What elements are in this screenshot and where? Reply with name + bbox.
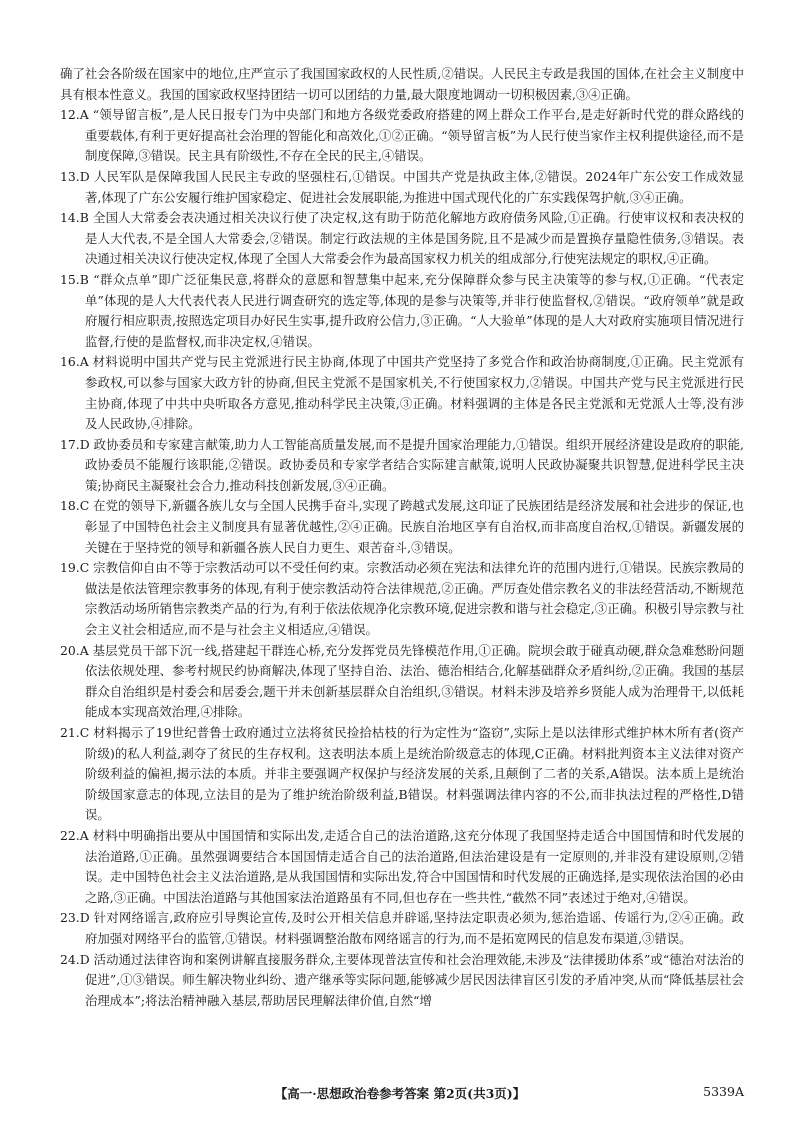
continued-paragraph: 确了社会各阶级在国家中的地位,庄严宣示了我国国家政权的人民性质,②错误。人民民主专政是我国的国体,在社会主义制度中具有根本性意义。我国的国家政权坚持团结一切可以团结的力量,最大限度地调动一切积极因素,③④正确。 (60, 66, 744, 102)
answer-item-18: 18.C 在党的领导下,新疆各族儿女与全国人民携手奋斗,实现了跨越式发展,这印证了民族团结是经济发展和社会进步的保证,也彰显了中国特色社会主义制度具有显著优越性,②④正确。民族自治地区享有自治权,而非高度自治权,①错误。新疆发展的关键在于坚持党的领导和新疆各族人民自力更生、艰苦奋斗,③错误。 (60, 498, 744, 555)
answer-item-13: 13.D 人民军队是保障我国人民民主专政的坚强柱石,①错误。中国共产党是执政主体,②错误。2024年广东公安工作成效显著,体现了广东公安履行维护国家稳定、促进社会发展职能,为推进中国式现代化的广东实践保驾护航,③④正确。 (60, 168, 744, 205)
answer-item-16: 16.A 材料说明中国共产党与民主党派进行民主协商,体现了中国共产党坚持了多党合作和政治协商制度,①正确。民主党派有参政权,可以参与国家大政方针的协商,但民主党派不是国家机关,不行使国家权力,②错误。中国共产党与民主党派进行民主协商,体现了中共中央听取各方意见,推动科学民主决策,③正确。材料强调的主体是各民主党派和无党派人士等,没有涉及人民政协,④排除。 (60, 354, 744, 432)
footer-title: 【高一·思想政治卷参考答案 第2页(共3页)】 (274, 1086, 526, 1101)
answer-item-17: 17.D 政协委员和专家建言献策,助力人工智能高质量发展,而不是提升国家治理能力,①错误。组织开展经济建设是政府的职能,政协委员不能履行该职能,②错误。政协委员和专家学者结合实际建言献策,说明人民政协凝聚共识智慧,促进科学民主决策;协商民主凝聚社会合力,推动科技创新发展,③④正确。 (60, 436, 744, 493)
answer-item-21: 21.C 材料揭示了19世纪普鲁士政府通过立法将贫民捡拾枯枝的行为定性为“盗窃”,实际上是以法律形式维护林木所有者(资产阶级)的私人利益,剥夺了贫民的生存权利。这表明法本质上是统治阶级意志的体现,C正确。材料批判资本主义法律对资产阶级利益的偏袒,揭示法的本质。并非主要强调产权保护与经济发展的关系,且颠倒了二者的关系,A错误。法本质上是统治阶级国家意志的体现,立法目的是为了维护统治阶级利益,B错误。材料强调法律内容的不公,而非执法过程的严格性,D错误。 (60, 725, 744, 823)
answer-item-14: 14.B 全国人大常委会表决通过相关决议行使了决定权,这有助于防范化解地方政府债务风险,①正确。行使审议权和表决权的是人大代表,不是全国人大常委会,②错误。制定行政法规的主体是国务院,且不是减少而是置换存量隐性债务,③错误。表决通过相关决议行使决定权,体现了全国人大常委会作为最高国家权力机关的组成部分,行使宪法规定的职权,④正确。 (60, 210, 744, 267)
answer-item-22: 22.A 材料中明确指出要从中国国情和实际出发,走适合自己的法治道路,这充分体现了我国坚持走适合中国国情和时代发展的法治道路,①正确。虽然强调要结合本国国情走适合自己的法治道路,但法治建设是有一定原则的,并非没有建设原则,②错误。走中国特色社会主义法治道路,是从我国国情和实际出发,符合中国国情和时代发展的正确选择,是实现依法治国的必由之路,③正确。中国法治道路与其他国家法治道路虽有不同,但也存在一些共性,“截然不同”表述过于绝对,④错误。 (60, 827, 744, 905)
answer-item-20: 20.A 基层党员干部下沉一线,搭建起干群连心桥,充分发挥党员先锋模范作用,①正确。院坝会敢于碰真动硬,群众急难愁盼问题依法依规处理、参考村规民约协商解决,体现了坚持自治、法治、德治相结合,化解基础群众矛盾纠纷,②正确。我国的基层群众自治组织是村委会和居委会,题干并未创新基层群众自治组织,③错误。材料未涉及培养乡贤能人成为治理骨干,以低耗能成本实现高效治理,④排除。 (60, 642, 744, 720)
answer-item-19: 19.C 宗教信仰自由不等于宗教活动可以不受任何约束。宗教活动必须在宪法和法律允许的范围内进行,①错误。民族宗教局的做法是依法管理宗教事务的体现,有利于使宗教活动符合法律规范,②正确。严厉查处借宗教名义的非法经营活动,不断规范宗教活动场所销售宗教类产品的行为,有利于依法依规净化宗教环境,促进宗教和谐与社会稳定,③正确。积极引导宗教与社会主义社会相适应,而不是与社会主义相适应,④错误。 (60, 560, 744, 638)
footer-code: 5339A (703, 1084, 744, 1099)
answer-item-15: 15.B “群众点单”即广泛征集民意,将群众的意愿和智慧集中起来,充分保障群众参与民主决策等的参与权,①正确。“代表定单”体现的是人大代表代表人民进行调查研究的选定等,体现的是参与决策等,并非行使监督权,②错误。“政府领单”就是政府履行相应职责,按照选定项目办好民生实事,提升政府公信力,③正确。“人大验单”体现的是人大对政府实施项目情况进行监督,行使的是监督权,而非决定权,④错误。 (60, 271, 744, 349)
answer-item-23: 23.D 针对网络谣言,政府应引导舆论宣传,及时公开相关信息并辟谣,坚持法定职责必须为,惩治造谣、传谣行为,②④正确。政府加强对网络平台的监管,①错误。材料强调整治散布网络谣言的行为,而不是拓宽网民的信息发布渠道,③错误。 (60, 910, 744, 946)
answer-item-24: 24.D 活动通过法律咨询和案例讲解直接服务群众,主要体现普法宣传和社会治理效能,未涉及“法律援助体系”或“德治对法治的促进”,①③错误。师生解决物业纠纷、遗产继承等实际问题,能够减少居民因法律盲区引发的矛盾冲突,从而“降低基层社会治理成本”;将法治精神融入基层,帮助居民理解法律价值,自然“增 (60, 951, 744, 1008)
answer-content (60, 64, 744, 1011)
page-footer (0, 1084, 800, 1104)
answer-item-12: 12.A “领导留言板”,是人民日报专门为中央部门和地方各级党委政府搭建的网上群众工作平台,是走好新时代党的群众路线的重要载体,有利于更好提高社会治理的智能化和高效化,①②正确。“领导留言板”为人民行使当家作主权利提供途径,而不是制度保障,③错误。民主具有阶级性,不存在全民的民主,④错误。 (60, 107, 744, 164)
